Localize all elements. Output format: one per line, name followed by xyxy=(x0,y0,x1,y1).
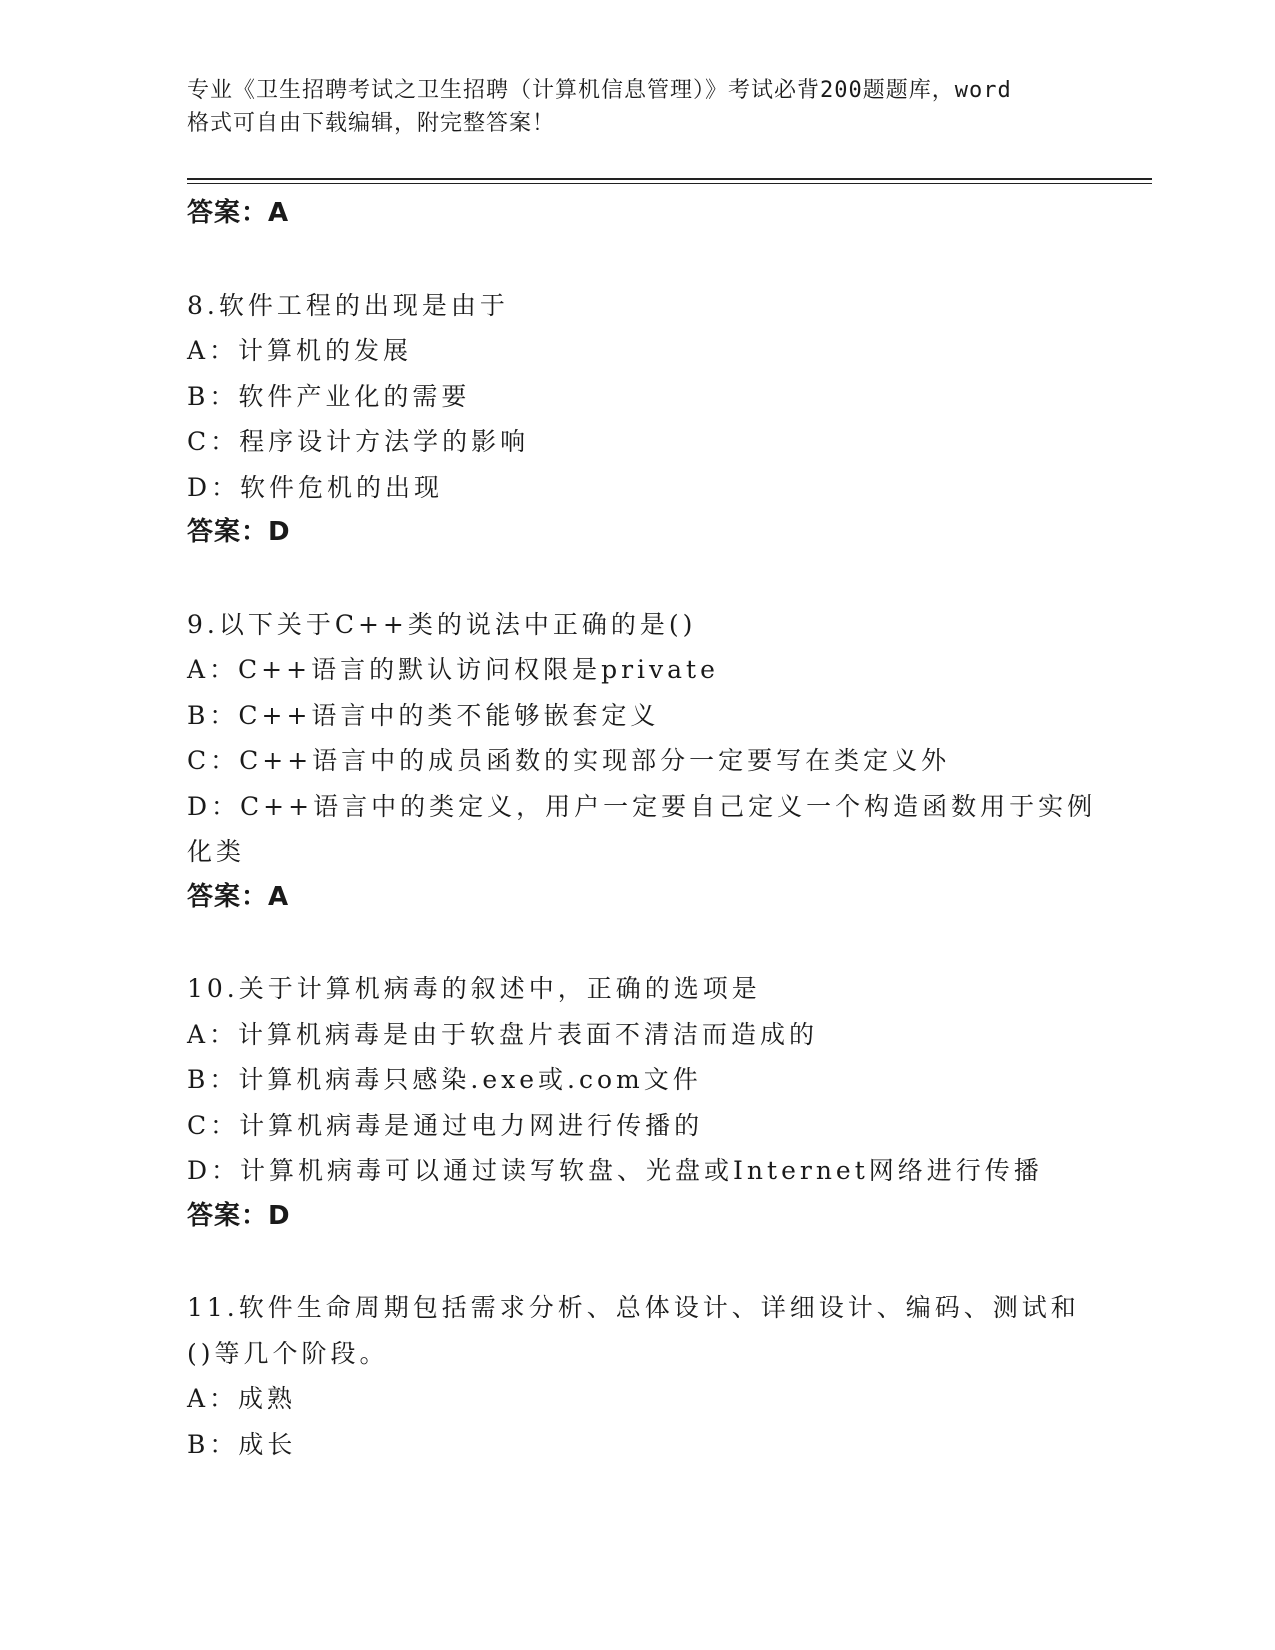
option-d: D：C++语言中的类定义，用户一定要自己定义一个构造函数用于实例 xyxy=(187,791,1097,821)
question-stem: 9.以下关于C++类的说法中正确的是() xyxy=(187,609,697,639)
document-header xyxy=(187,74,1087,140)
answer-line: 答案：A xyxy=(187,198,290,228)
answer-line: 答案：D xyxy=(187,1200,291,1231)
question-8 xyxy=(187,283,1147,556)
option-a: A：C++语言的默认访问权限是private xyxy=(187,655,719,684)
option-d-continued: 化类 xyxy=(187,837,246,866)
option-b: B：C++语言中的类不能够嵌套定义 xyxy=(187,700,660,730)
option-d: D：软件危机的出现 xyxy=(187,472,444,502)
option-c: C：C++语言中的成员函数的实现部分一定要写在类定义外 xyxy=(187,746,951,775)
option-b: B：计算机病毒只感染.exe或.com文件 xyxy=(187,1065,702,1094)
option-a: A：计算机的发展 xyxy=(187,336,413,365)
question-stem: 10.关于计算机病毒的叙述中，正确的选项是 xyxy=(187,974,761,1003)
option-b: B：成长 xyxy=(187,1429,297,1459)
answer-line: 答案：D xyxy=(187,517,291,547)
option-d: D：计算机病毒可以通过读写软盘、光盘或Internet网络进行传播 xyxy=(187,1156,1043,1185)
question-list xyxy=(187,191,1147,1467)
option-a: A：计算机病毒是由于软盘片表面不清洁而造成的 xyxy=(187,1019,819,1049)
question-9 xyxy=(187,602,1147,921)
header-line-1: 专业《卫生招聘考试之卫生招聘（计算机信息管理）》考试必背200题题库，word xyxy=(187,78,1012,103)
header-line-2: 格式可自由下载编辑，附完整答案！ xyxy=(187,111,556,136)
header-divider-thick xyxy=(187,178,1152,180)
question-stem: 11.软件生命周期包括需求分析、总体设计、详细设计、编码、测试和 xyxy=(187,1293,1080,1322)
question-stem: 8.软件工程的出现是由于 xyxy=(187,290,509,320)
option-c: C：计算机病毒是通过电力网进行传播的 xyxy=(187,1110,704,1140)
header-divider-thin xyxy=(187,183,1152,184)
question-stem-continued: ()等几个阶段。 xyxy=(187,1338,389,1368)
option-b: B：软件产业化的需要 xyxy=(187,381,471,411)
question-10 xyxy=(187,966,1147,1239)
option-a: A：成熟 xyxy=(187,1384,297,1413)
option-c: C：程序设计方法学的影响 xyxy=(187,427,530,456)
answer-line: 答案：A xyxy=(187,881,290,912)
question-11 xyxy=(187,1285,1147,1467)
